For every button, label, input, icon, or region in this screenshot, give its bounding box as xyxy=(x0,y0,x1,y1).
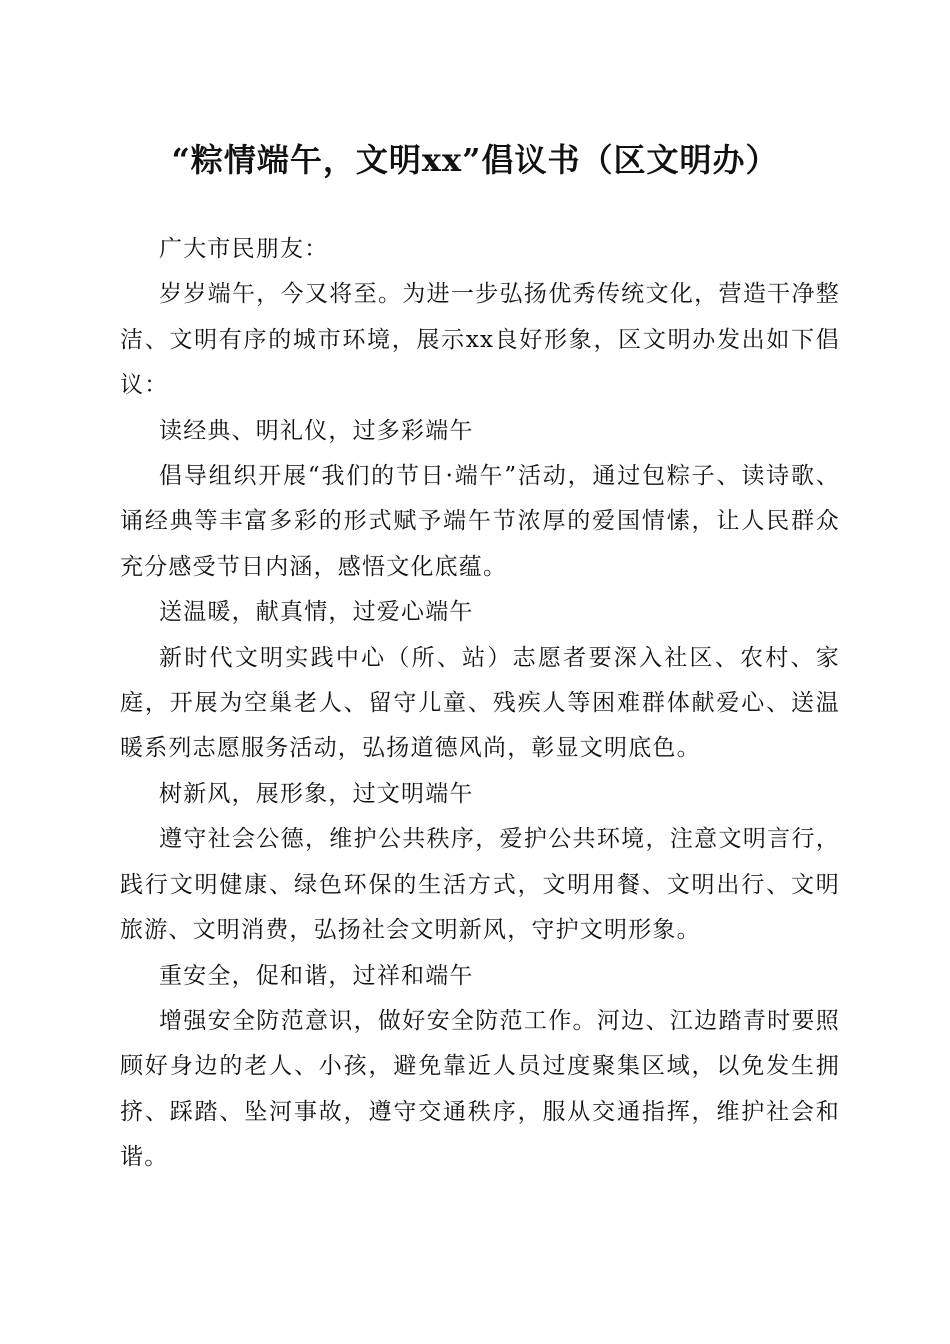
document-body xyxy=(120,227,840,1181)
section-heading: 送温暖，献真情，过爱心端午 xyxy=(159,599,474,626)
section-paragraph: 增强安全防范意识，做好安全防范工作。河边、江边踏青时要照顾好身边的老人、小孩，避免靠近人员过度聚集区域，以免发生拥挤、踩踏、坠河事故，遵守交通秩序，服从交通指挥，维护社会和谐。 xyxy=(120,1007,840,1171)
intro-paragraph: 岁岁端午，今又将至。为进一步弘扬优秀传统文化，营造干净整洁、文明有序的城市环境，展示xx良好形象，区文明办发出如下倡议： xyxy=(120,281,840,399)
section-paragraph: 新时代文明实践中心（所、站）志愿者要深入社区、农村、家庭，开展为空巢老人、留守儿童、残疾人等困难群体献爱心、送温暖系列志愿服务活动，弘扬道德风尚，彰显文明底色。 xyxy=(120,644,840,762)
section-paragraph: 倡导组织开展“我们的节日·端午”活动，通过包粽子、读诗歌、诵经典等丰富多彩的形式赋予端午节浓厚的爱国情愫，让人民群众充分感受节日内涵，感悟文化底蕴。 xyxy=(120,463,840,580)
section-heading: 重安全，促和谐，过祥和端午 xyxy=(159,962,474,989)
section-heading: 读经典、明礼仪，过多彩端午 xyxy=(159,417,474,444)
salutation: 广大市民朋友： xyxy=(159,236,329,262)
document-title: “粽情端午，文明xx”倡议书（区文明办） xyxy=(171,141,779,179)
section-paragraph: 遵守社会公德，维护公共秩序，爱护公共环境，注意文明言行，践行文明健康、绿色环保的生活方式，文明用餐、文明出行、文明旅游、文明消费，弘扬社会文明新风，守护文明形象。 xyxy=(120,826,840,944)
section-heading: 树新风，展形象，过文明端午 xyxy=(159,780,474,807)
